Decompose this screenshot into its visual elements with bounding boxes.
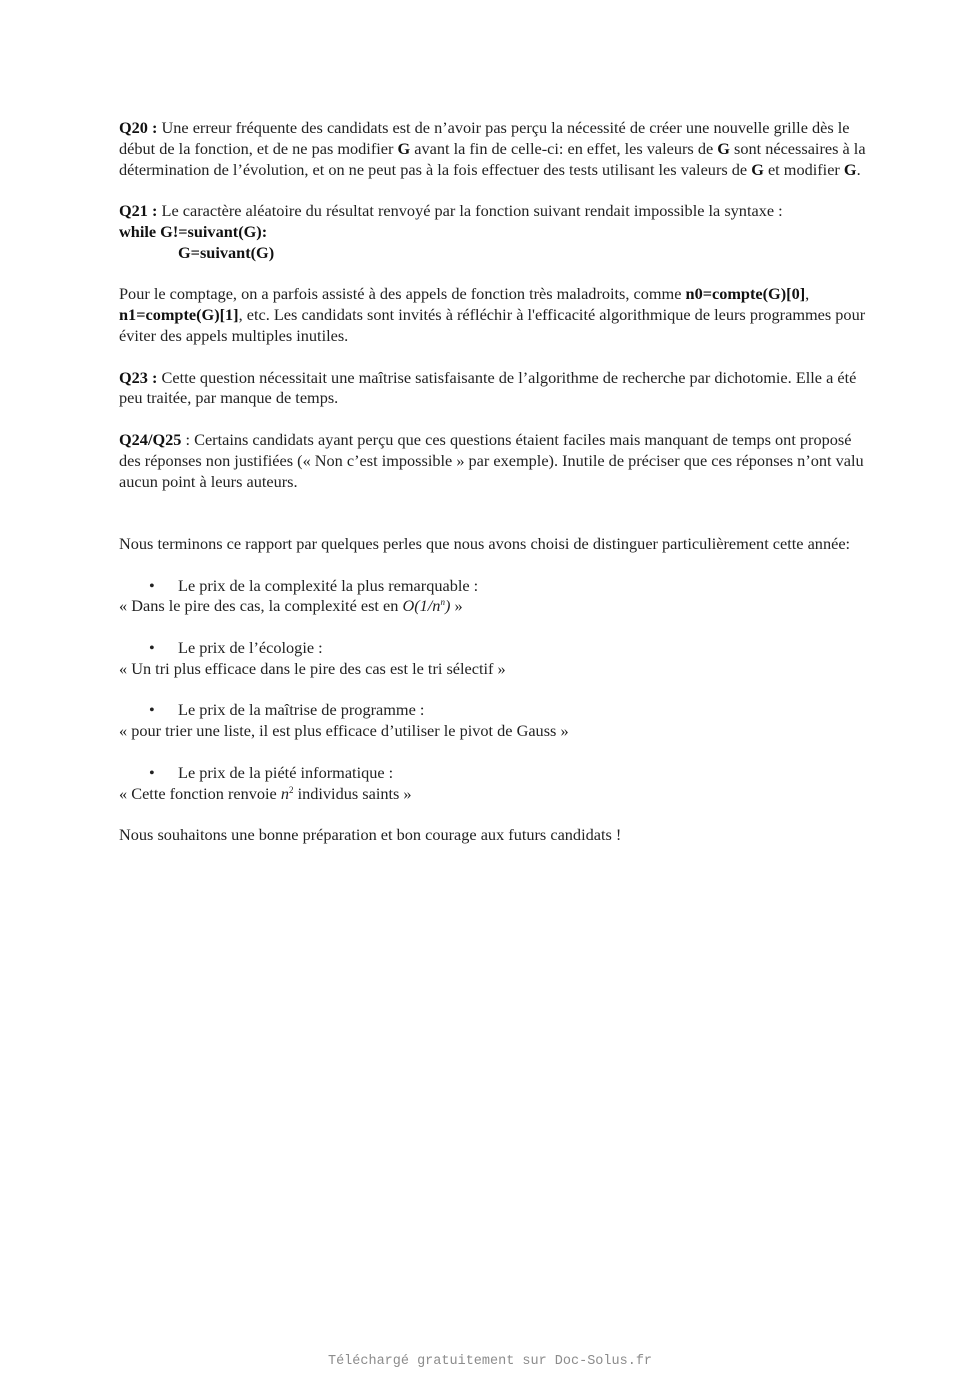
prize-item: [119, 763, 869, 805]
q23-label: Q23 :: [119, 367, 158, 387]
code-line-1: while G!=suivant(G):: [119, 221, 268, 241]
code-n0: n0=compte(G)[0]: [685, 284, 806, 304]
prize-quote: « Un tri plus efficace dans le pire des cas est le tri sélectif »: [119, 658, 506, 678]
prize-item: [119, 700, 869, 742]
code-n1: n1=compte(G)[1]: [119, 305, 239, 325]
q20-paragraph: Q20 : Une erreur fréquente des candidats est de n’avoir pas perçu la nécessité de créer une nouvelle grille dès le début de la fonction, et de ne pas modifier G avant la fin de celle-ci: en effet, les valeurs de G sont nécessaires à la détermination de l’évolution, et on ne peut pas à la fois effectuer des tests utilisant les valeurs de G et modifier G.: [119, 118, 866, 179]
bullet-icon: •: [149, 575, 155, 595]
prize-title: Le prix de la piété informatique :: [178, 762, 394, 782]
q20-label: Q20 :: [119, 118, 158, 137]
closing-paragraph: Nous souhaitons une bonne préparation et bon courage aux futurs candidats !: [119, 825, 622, 845]
footer-watermark: Téléchargé gratuitement sur Doc-Solus.fr: [327, 1354, 653, 1369]
q21-paragraph: Q21 : Le caractère aléatoire du résultat renvoyé par la fonction suivant rendait impossible la syntaxe : while G!=suivant(G): G=suivant(G): [119, 201, 783, 262]
prize-title: Le prix de la complexité la plus remarquable :: [178, 575, 479, 595]
prize-quote: « Dans le pire des cas, la complexité est en $O(1/n^n)$ »: [119, 596, 463, 616]
report-page: [119, 118, 869, 846]
bullet-icon: •: [149, 762, 155, 782]
intro-paragraph: Nous terminons ce rapport par quelques perles que nous avons choisi de distinguer particulièrement cette année:: [119, 533, 851, 553]
prize-quote: « Cette fonction renvoie $n^2$ individus saints »: [119, 783, 412, 803]
code-line-2: G=suivant(G): [178, 242, 275, 262]
prize-item: [119, 638, 869, 680]
q24-paragraph: Q24/Q25 : Certains candidats ayant perçu que ces questions étaient faciles mais manquant de temps ont proposé des réponses non justifiées (« Non c’est impossible » par exemple). Inutile de préciser que ces réponses n’ont valu aucun point à leurs auteurs.: [119, 429, 864, 491]
prize-title: Le prix de la maîtrise de programme :: [178, 700, 425, 720]
q23-paragraph: Q23 : Cette question nécessitait une maîtrise satisfaisante de l’algorithme de recherche par dichotomie. Elle a été peu traitée, par manque de temps.: [119, 367, 857, 408]
prize-quote: « pour trier une liste, il est plus efficace d’utiliser le pivot de Gauss »: [119, 721, 569, 741]
counting-paragraph: Pour le comptage, on a parfois assisté à des appels de fonction très maladroits, comme n0=compte(G)[0], n1=compte(G)[1], etc. Les candidats sont invités à réfléchir à l'efficacité algorithmique de leurs programmes pour éviter des appels multiples inutiles.: [119, 284, 866, 345]
bullet-icon: •: [149, 700, 155, 720]
q24-label: Q24/Q25: [119, 429, 182, 449]
q21-label: Q21 :: [119, 201, 158, 221]
prize-title: Le prix de l’écologie :: [178, 637, 323, 657]
bullet-icon: •: [149, 637, 155, 657]
prize-item: [119, 576, 869, 618]
